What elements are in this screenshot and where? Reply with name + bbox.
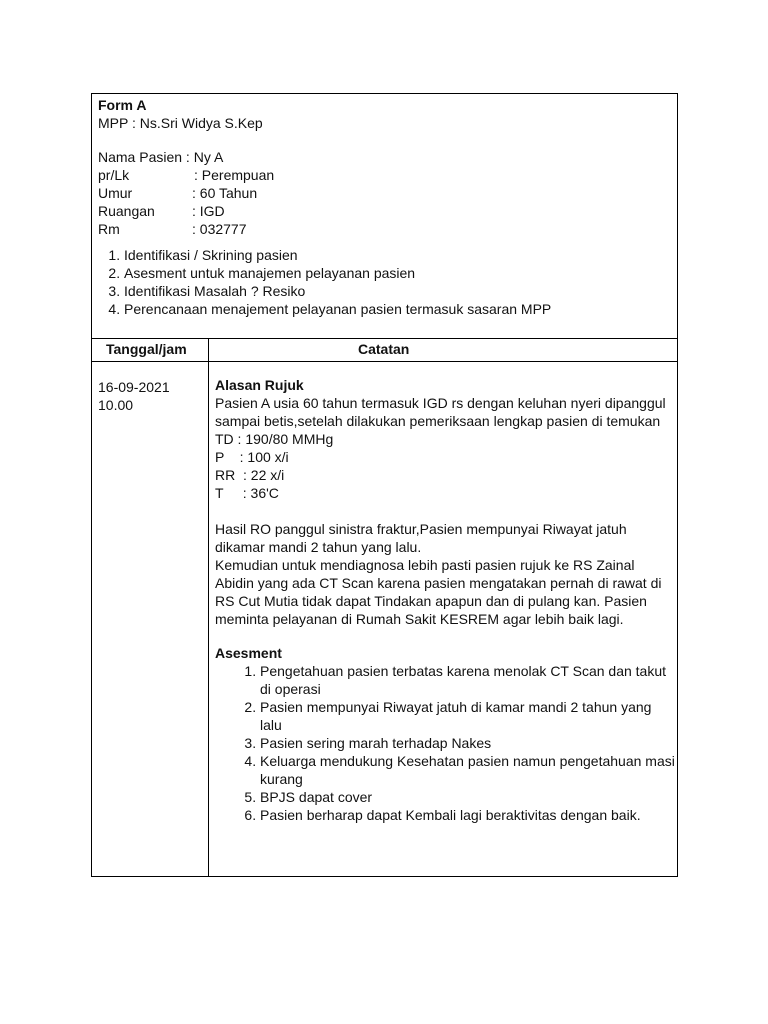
vital-rr: RR : 22 x/i xyxy=(215,467,285,483)
vital-p: P : 100 x/i xyxy=(215,449,289,465)
followup-text: Kemudian untuk mendiagnosa lebih pasti pasien rujuk ke RS Zainal Abidin yang ada CT Scan karena pasien mengatakan pernah di rawat di RS Cut Mutia tidak dapat Tindakan apapun dan di pulang kan. Pasien meminta pelayanan di Rumah Sakit KESREM agar lebih baik lagi. xyxy=(215,557,662,627)
ro-result-text: Hasil RO panggul sinistra fraktur,Pasien mempunyai Riwayat jatuh dikamar mandi 2 tahun yang lalu. xyxy=(215,521,627,555)
assessment-item: 2. Pasien mempunyai Riwayat jatuh di kamar mandi 2 tahun yang lalu xyxy=(260,698,675,734)
notes-cell xyxy=(215,376,675,824)
column-header-notes: Catatan xyxy=(358,341,410,357)
gender-label: pr/Lk xyxy=(98,167,130,183)
referral-text: Pasien A usia 60 tahun termasuk IGD rs dengan keluhan nyeri dipanggul sampai betis,setelah dilakukan pemeriksaan lengkap pasien di temukan xyxy=(215,395,666,429)
rm-label: Rm xyxy=(98,221,120,237)
vital-td: TD : 190/80 MMHg xyxy=(215,431,334,447)
referral-title: Alasan Rujuk xyxy=(215,377,304,393)
room-value: : IGD xyxy=(192,203,225,219)
column-divider xyxy=(208,339,209,876)
form-title: Form A xyxy=(98,97,147,113)
form-a-document xyxy=(91,93,678,877)
date-cell xyxy=(98,378,170,414)
assessment-item: 3. Pasien sering marah terhadap Nakes xyxy=(260,734,675,752)
assessment-item: 1. Pengetahuan pasien terbatas karena menolak CT Scan dan takut di operasi xyxy=(260,662,675,698)
step-item: 4. Perencanaan menajement pelayanan pasien termasuk sasaran MPP xyxy=(124,300,677,318)
rm-row xyxy=(98,220,677,238)
assessment-list xyxy=(215,662,675,824)
entry-date: 16-09-2021 xyxy=(98,379,170,395)
step-item: 1. Identifikasi / Skrining pasien xyxy=(124,246,677,264)
form-header xyxy=(92,94,677,339)
assessment-item: 6. Pasien berharap dapat Kembali lagi beraktivitas dengan baik. xyxy=(260,806,675,824)
age-value: : 60 Tahun xyxy=(192,185,258,201)
step-item: 3. Identifikasi Masalah ? Resiko xyxy=(124,282,677,300)
vital-t: T : 36'C xyxy=(215,485,279,501)
assessment-title: Asesment xyxy=(215,645,282,661)
gender-value: : Perempuan xyxy=(194,167,275,183)
process-steps xyxy=(98,246,677,318)
column-header-date: Tanggal/jam xyxy=(106,341,187,357)
entry-time: 10.00 xyxy=(98,397,134,413)
table-header xyxy=(92,339,677,362)
assessment-item: 4. Keluarga mendukung Kesehatan pasien namun pengetahuan masi kurang xyxy=(260,752,675,788)
step-item: 2. Asesment untuk manajemen pelayanan pasien xyxy=(124,264,677,282)
room-row xyxy=(98,202,677,220)
patient-name: Nama Pasien : Ny A xyxy=(98,149,224,165)
gender-row xyxy=(98,166,677,184)
mpp-name: MPP : Ns.Sri Widya S.Kep xyxy=(98,115,263,131)
room-label: Ruangan xyxy=(98,203,155,219)
rm-value: : 032777 xyxy=(192,221,247,237)
age-row xyxy=(98,184,677,202)
age-label: Umur xyxy=(98,185,133,201)
assessment-item: 5. BPJS dapat cover xyxy=(260,788,675,806)
